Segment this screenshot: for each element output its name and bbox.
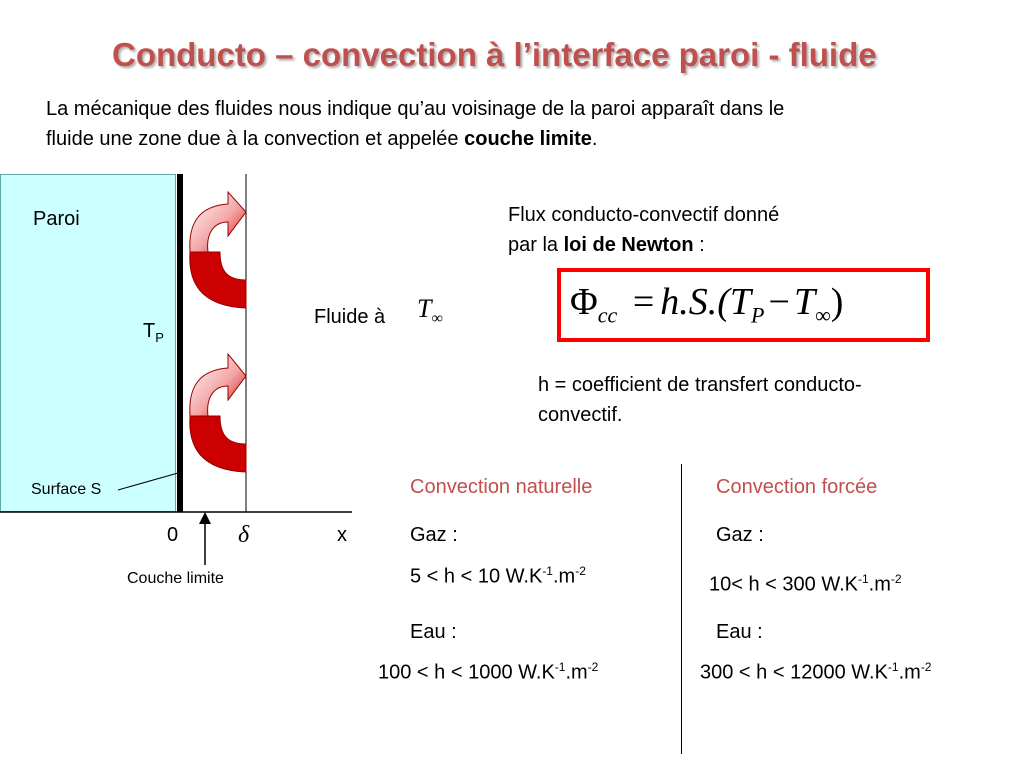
natural-gas-range: 5 < h < 10 $W.K^{-1}.m^{-2}$ — [410, 564, 586, 588]
newton-line-2: par la loi de Newton : — [508, 234, 705, 256]
couche-limite-term: couche limite — [464, 128, 592, 150]
forced-water-range: 300 < h < 12000 $W.K^{-1}.m^{-2}$ — [700, 660, 932, 684]
intro-paragraph — [46, 94, 1006, 154]
surface-pointer-line — [118, 473, 178, 490]
natural-water-label: Eau : — [410, 621, 457, 643]
forced-gas-label: Gaz : — [716, 524, 764, 546]
fluid-label: Fluide à — [314, 306, 386, 328]
wall-temperature-label: $T_P$ — [143, 320, 164, 345]
boundary-layer-diagram — [0, 160, 380, 600]
newton-intro — [508, 200, 779, 260]
phi-symbol: Φ — [570, 281, 598, 323]
forced-gas-range: 10< h < 300 $W.K^{-1}.m^{-2}$ — [709, 572, 902, 596]
surface-label: Surface S — [31, 481, 102, 498]
forced-water-label: Eau : — [716, 621, 763, 643]
intro-line-2: fluide une zone due à la convection et appelée couche limite. — [46, 128, 598, 150]
natural-water-range: 100 < h < 1000 $W.K^{-1}.m^{-2}$ — [378, 660, 599, 684]
boundary-layer-label: Couche limite — [127, 570, 224, 587]
t-infinity-label: $T_\infty$ — [417, 294, 443, 328]
axis-x-label: x — [337, 524, 347, 546]
flow-arrow-bottom-icon — [190, 354, 246, 472]
h-definition: h = coefficient de transfert conducto- convectif. — [538, 374, 862, 426]
slide-title: Conducto – convection à l’interface paroi - fluide — [112, 36, 877, 73]
natural-gas-label: Gaz : — [410, 524, 458, 546]
newton-formula: $\Phi_{cc} = h.S.(T_P - T_\infty)$ — [570, 281, 844, 328]
forced-convection-heading: Convection forcée — [716, 476, 878, 498]
boundary-layer-pointer-head — [199, 512, 211, 524]
delta-label: δ — [238, 522, 250, 548]
newton-line-1: Flux conducto-convectif donné — [508, 204, 780, 226]
flow-arrow-top-icon — [190, 192, 246, 308]
wall-label: Paroi — [33, 208, 80, 230]
natural-convection-heading: Convection naturelle — [410, 476, 593, 498]
loi-de-newton-term: loi de Newton — [563, 234, 694, 256]
column-divider — [681, 464, 682, 754]
axis-origin-label: 0 — [167, 524, 179, 546]
intro-line-1: La mécanique des fluides nous indique qu’au voisinage de la paroi apparaît dans le — [46, 98, 785, 120]
